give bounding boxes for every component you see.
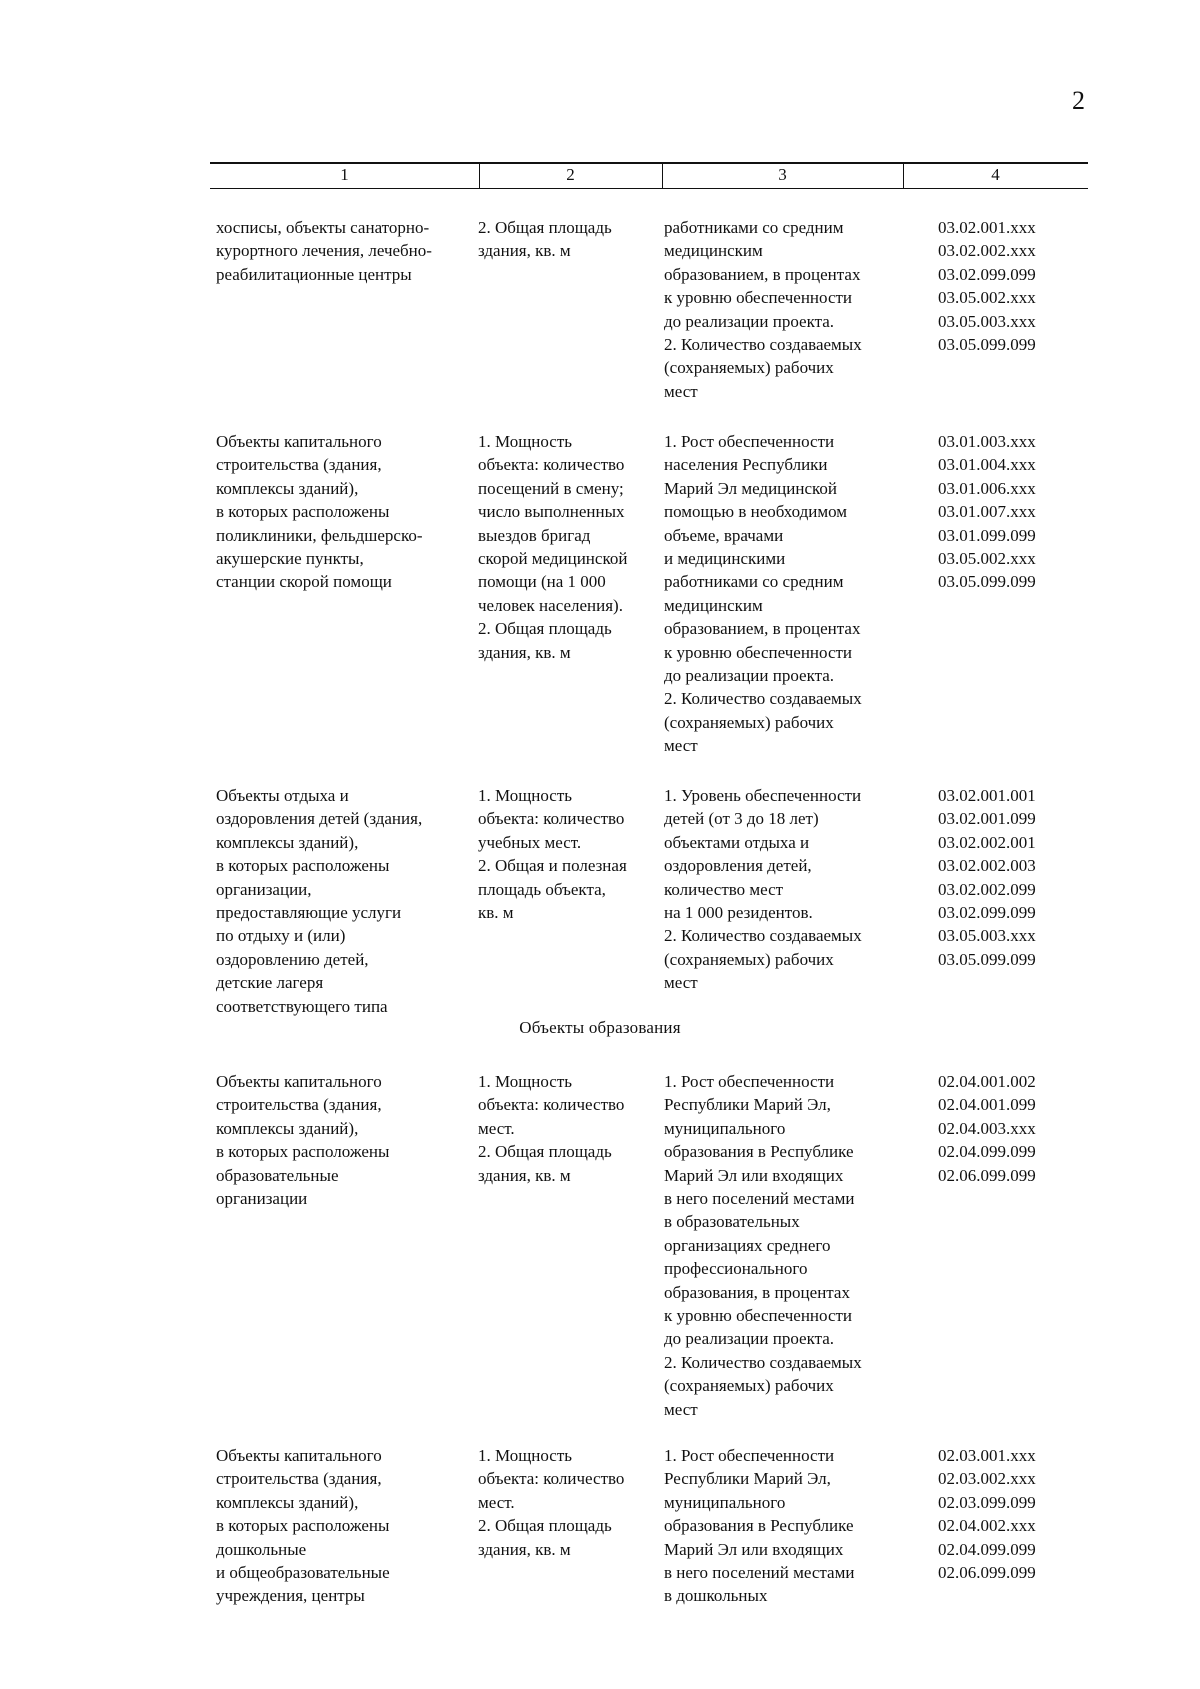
column-number: 2 [566,165,575,184]
indicator-cell: 1. Рост обеспеченности Республики Марий Эл, муниципального образования в Республике Марий Эл или входящих в него поселений местами в дошкольных [664,1446,855,1606]
code-cell: 03.02.001.001 03.02.001.099 03.02.002.001 03.02.002.003 03.02.002.099 03.02.099.099 03.05.003.xxx 03.05.099.099 [938,786,1036,969]
column-number: 3 [778,165,787,184]
code-cell: 02.04.001.002 02.04.001.099 02.04.003.xxx 02.04.099.099 02.06.099.099 [938,1072,1036,1185]
indicator-cell: 1. Рост обеспеченности Республики Марий Эл, муниципального образования в Республике Марий Эл или входящих в него поселений местами в образовательных организациях среднего профессионального образования, в процентах к уровню обеспеченности до реализации проекта. 2. Количество создаваемых (сохраняемых) рабочих мест [664,1072,862,1419]
object-type-cell: Объекты капитального строительства (здания, комплексы зданий), в которых расположены образовательные организации [216,1072,390,1209]
capacity-cell: 1. Мощность объекта: количество мест. 2. Общая площадь здания, кв. м [478,1446,625,1559]
header-bottom-rule [210,188,1088,189]
indicator-cell: 1. Рост обеспеченности населения Республики Марий Эл медицинской помощью в необходимом объеме, врачами и медицинскими работниками со средним медицинским образованием, в процентах к уровню обеспеченности до реализации проекта. 2. Количество создаваемых (сохраняемых) рабочих мест [664,432,862,756]
indicator-cell: 1. Уровень обеспеченности детей (от 3 до 18 лет) объектами отдыха и оздоровления детей, количество мест на 1 000 резидентов. 2. Количество создаваемых (сохраняемых) рабочих мест [664,786,862,993]
page-number: 2 [1072,86,1085,115]
code-cell: 03.02.001.xxx 03.02.002.xxx 03.02.099.099 03.05.002.xxx 03.05.003.xxx 03.05.099.099 [938,218,1036,355]
object-type-cell: Объекты капитального строительства (здания, комплексы зданий), в которых расположены дошкольные и общеобразовательные учреждения, центры [216,1446,390,1606]
code-cell: 03.01.003.xxx 03.01.004.xxx 03.01.006.xxx 03.01.007.xxx 03.01.099.099 03.05.002.xxx 03.05.099.099 [938,432,1036,592]
object-type-cell: Объекты отдыха и оздоровления детей (здания, комплексы зданий), в которых расположены организации, предоставляющие услуги по отдыху и (или) оздоровлению детей, детские лагеря соответствующего типа [216,786,423,1016]
column-number: 4 [991,165,1000,184]
object-type-cell: хосписы, объекты санаторно- курортного лечения, лечебно- реабилитационные центры [216,218,432,284]
indicator-cell: работниками со средним медицинским образованием, в процентах к уровню обеспеченности до реализации проекта. 2. Количество создаваемых (сохраняемых) рабочих мест [664,218,862,401]
code-cell: 02.03.001.xxx 02.03.002.xxx 02.03.099.099 02.04.002.xxx 02.04.099.099 02.06.099.099 [938,1446,1036,1583]
capacity-cell: 2. Общая площадь здания, кв. м [478,218,612,261]
table-header [210,162,1088,188]
capacity-cell: 1. Мощность объекта: количество посещений в смену; число выполненных выездов бригад скорой медицинской помощи (на 1 000 человек населения). 2. Общая площадь здания, кв. м [478,432,628,662]
capacity-cell: 1. Мощность объекта: количество учебных мест. 2. Общая и полезная площадь объекта, кв. м [478,786,627,923]
object-type-cell: Объекты капитального строительства (здания, комплексы зданий), в которых расположены поликлиники, фельдшерско- акушерские пункты, станции скорой помощи [216,432,423,592]
column-number: 1 [340,165,349,184]
section-title: Объекты образования [519,1018,681,1037]
header-top-rule [210,162,1088,164]
capacity-cell: 1. Мощность объекта: количество мест. 2. Общая площадь здания, кв. м [478,1072,625,1185]
